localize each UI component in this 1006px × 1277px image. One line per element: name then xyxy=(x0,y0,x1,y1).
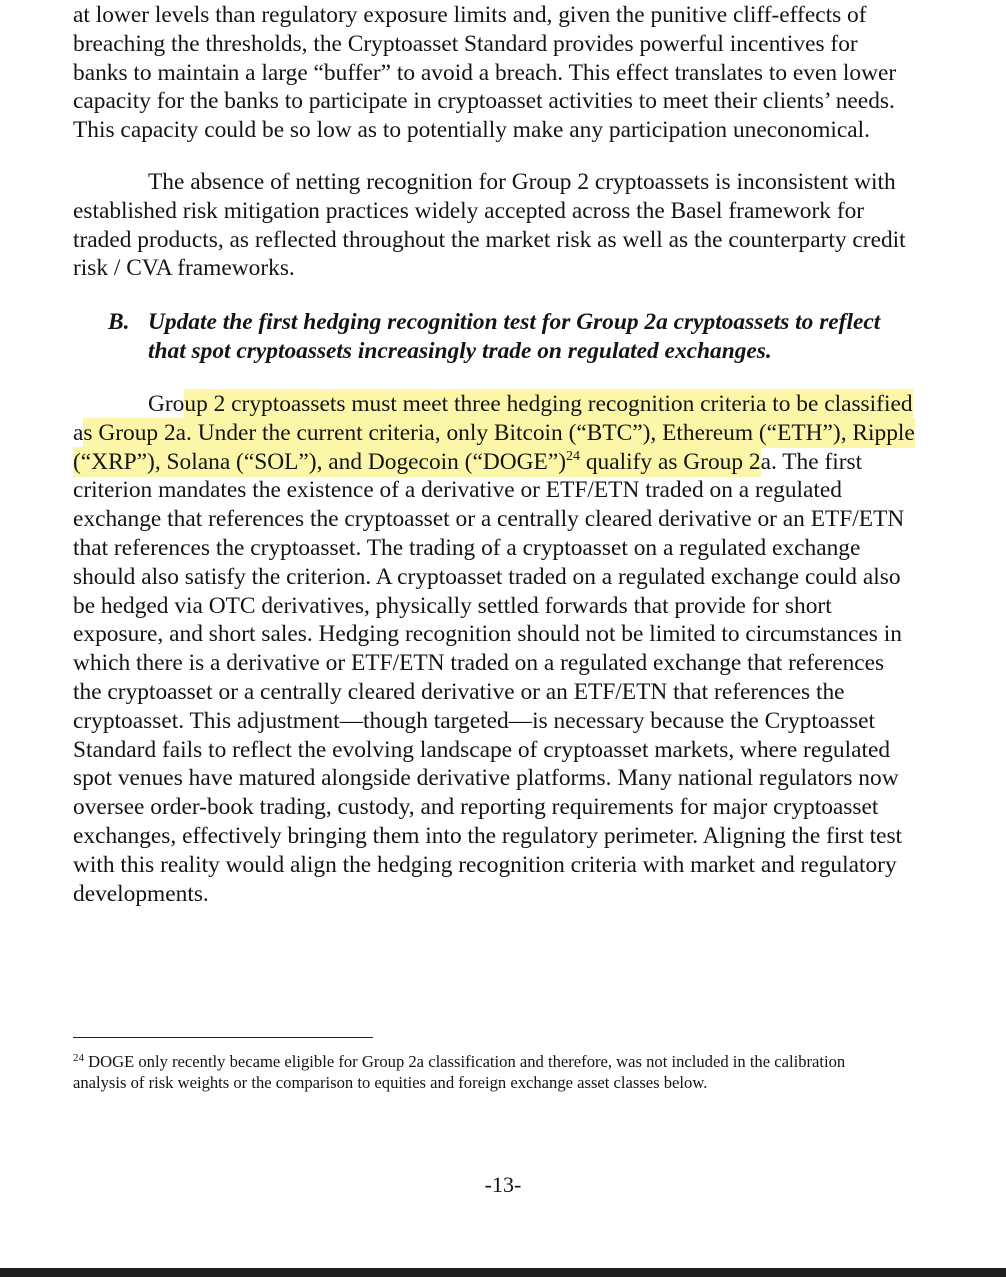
paragraph-3-line: that references the cryptoasset. The trading of a cryptoasset on a regulated exchange xyxy=(73,534,861,561)
paragraph-3-line: which there is a derivative or ETF/ETN traded on a regulated exchange that references xyxy=(73,650,885,677)
section-letter: B. xyxy=(108,309,130,335)
paragraph-3-line: exposure, and short sales. Hedging recognition should not be limited to circumstances in xyxy=(73,621,902,648)
paragraph-2-line: The absence of netting recognition for Group 2 cryptoassets is inconsistent with xyxy=(148,169,896,195)
paragraph-1-line: at lower levels than regulatory exposure limits and, given the punitive cliff-effects of xyxy=(73,2,867,28)
highlighted-text: s Group 2a. Under the current criteria, only Bitcoin (“BTC”), Ethereum (“ETH”), Ripple xyxy=(83,419,915,446)
page-number: -13- xyxy=(484,1172,522,1197)
highlighted-text: qualify as Group 2 xyxy=(580,448,761,475)
paragraph-3-line: oversee order-book trading, custody, and reporting requirements for major cryptoasset xyxy=(73,794,879,821)
section-heading xyxy=(108,308,988,366)
paragraph-3-line: exchange that references the cryptoasset or a centrally cleared derivative or an ETF/ETN xyxy=(73,506,905,533)
footnote-divider xyxy=(73,1037,373,1038)
paragraph-1-line: banks to maintain a large “buffer” to avoid a breach. This effect translates to even lower xyxy=(73,59,897,86)
paragraph-3-line: be hedged via OTC derivatives, physically settled forwards that provide for short xyxy=(73,592,832,619)
paragraph-1-line: breaching the thresholds, the Cryptoasset Standard provides powerful incentives for xyxy=(73,30,858,57)
paragraph-3-line: with this reality would align the hedging recognition criteria with market and regulatory xyxy=(73,851,897,878)
paragraph-3-text: a. The first xyxy=(760,448,863,475)
paragraph-3-line: criterion mandates the existence of a derivative or ETF/ETN traded on a regulated xyxy=(73,477,842,504)
section-heading-line: that spot cryptoassets increasingly trade on regulated exchanges. xyxy=(148,337,772,364)
paragraph-3-line: should also satisfy the criterion. A cryptoasset traded on a regulated exchange could also xyxy=(73,563,901,590)
paragraph-3-text: a xyxy=(73,419,84,446)
paragraph-2-line: risk / CVA frameworks. xyxy=(73,255,295,282)
paragraph-3-line: spot venues have matured alongside derivative platforms. Many national regulators now xyxy=(73,765,899,792)
highlighted-text: (“XRP”), Solana (“SOL”), and Dogecoin (“DOGE”) xyxy=(73,448,566,475)
paragraph-3-line: the cryptoasset or a centrally cleared derivative or an ETF/ETN that references the xyxy=(73,678,845,705)
highlighted-text: up 2 cryptoassets must meet three hedging recognition criteria to be classified xyxy=(184,391,913,417)
bottom-edge-bar xyxy=(0,1268,1006,1277)
paragraph-3-text: Gro xyxy=(148,391,185,417)
paragraph-3 xyxy=(73,390,973,908)
footnote-text: DOGE only recently became eligible for Group 2a classification and therefore, was not included in the calibration xyxy=(84,1052,846,1071)
footnote xyxy=(73,1051,973,1093)
section-heading-line: Update the first hedging recognition test for Group 2a cryptoassets to reflect xyxy=(148,309,881,335)
paragraph-3-line: developments. xyxy=(73,880,209,907)
footnote-text: analysis of risk weights or the comparison to equities and foreign exchange asset classes below. xyxy=(73,1073,708,1092)
paragraph-3-line: Standard fails to reflect the evolving landscape of cryptoasset markets, where regulated xyxy=(73,736,891,763)
paragraph-2-line: established risk mitigation practices widely accepted across the Basel framework for xyxy=(73,197,865,224)
paragraph-3-line: cryptoasset. This adjustment—though targeted—is necessary because the Cryptoasset xyxy=(73,707,876,734)
paragraph-1 xyxy=(73,1,973,145)
paragraph-3-line: exchanges, effectively bringing them into the regulatory perimeter. Aligning the first test xyxy=(73,822,903,849)
paragraph-2-line: traded products, as reflected throughout the market risk as well as the counterparty credit xyxy=(73,226,906,253)
footnote-reference[interactable]: 24 xyxy=(566,448,580,464)
paragraph-1-line: This capacity could be so low as to potentially make any participation uneconomical. xyxy=(73,117,870,144)
paragraph-2 xyxy=(73,168,973,283)
footnote-number: 24 xyxy=(73,1052,84,1064)
paragraph-1-line: capacity for the banks to participate in cryptoasset activities to meet their clients’ needs. xyxy=(73,88,895,115)
